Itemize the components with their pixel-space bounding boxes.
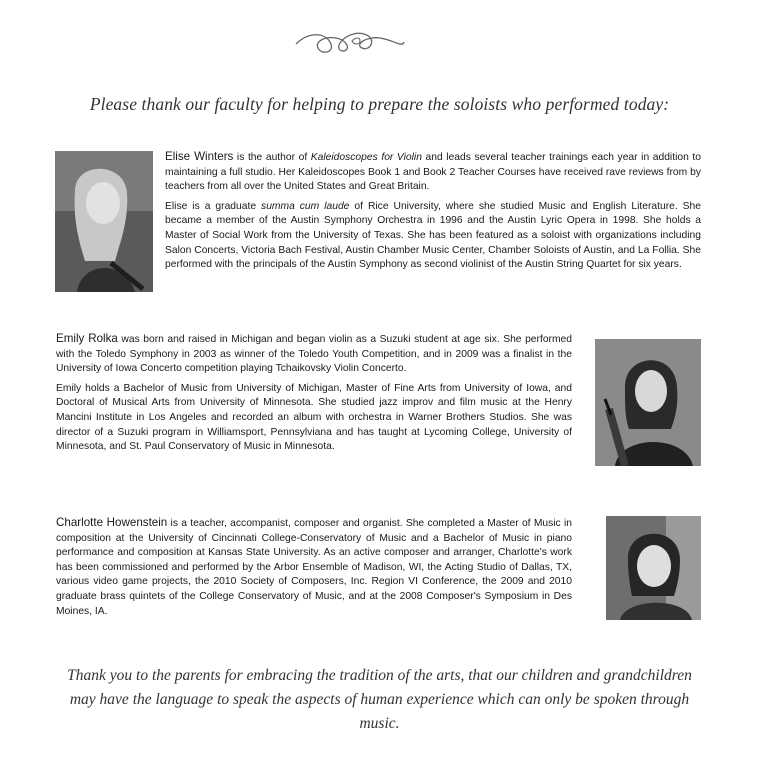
bio-paragraph: Emily Rolka was born and raised in Michigan and began violin as a Suzuki student at age six. She performed with the Toledo Symphony in 2003 as winner of the Toledo Youth Competition, and in 2009 was a finalist in the University of Iowa Concerto competition playing Tchaikovsky Violin Concerto. — [56, 332, 573, 375]
bio-paragraph: Elise Winters is the author of Kaleidoscopes for Violin and leads several teacher trainings each year in addition to maintaining a full studio. Her Kaleidoscopes Book 1 and Book 2 Teacher Courses have received rave reviews from by teachers from all over the United States and Great Britain. — [165, 150, 701, 193]
bio-paragraph: Charlotte Howenstein is a teacher, accompanist, composer and organist. She completed a Master of Music in composition at the University of Cincinnati College-Conservatory of Music and a Bachelor of Music in piano performance and composition at Kansas State University. As an active composer and arranger, Charlotte's work has been commissioned and performed by the Arbor Ensemble of Madison, WI, the Acting Studio of Dallas, TX, various video game projects, the 2010 Society of Composers, Inc. Region VI Conference, the 2009 and 2010 graduate brass quintets of the College Conservatory of Music, and at the 2008 Composer's Symposium in Des Moines, IA. — [56, 516, 572, 617]
faculty-name: Emily Rolka — [56, 332, 118, 345]
bio-emily-rolka — [56, 332, 572, 460]
closing-message: Thank you to the parents for embracing the tradition of the arts, that our children and grandchildren may have the language to speak the aspects of human experience which can only be spoken through music. — [67, 667, 692, 732]
charlotte-howenstein-photo — [606, 516, 701, 620]
bio-elise-winters — [165, 150, 701, 278]
decorative-flourish — [290, 24, 410, 58]
elise-winters-photo — [55, 151, 153, 292]
book-title: Kaleidoscopes for Violin — [310, 152, 422, 163]
bio-charlotte-howenstein — [56, 516, 572, 624]
faculty-thanks-heading: Please thank our faculty for helping to prepare the soloists who performed today: — [89, 94, 670, 114]
emily-rolka-photo — [595, 339, 701, 466]
faculty-name: Charlotte Howenstein — [56, 516, 168, 529]
bio-paragraph: Emily holds a Bachelor of Music from University of Michigan, Master of Fine Arts from University of Iowa, and Doctoral of Musical Arts from University of Minnesota. She studied jazz improv and film music at the Henry Mancini Institute in Los Angeles and recorded an album with orchestra in Warner Brothers Studios. She was director of a Suzuki program in Williamsport, Pennsylviana and has taught at Lycoming College, University of Minnesota, and St. Paul Conservatory of Music in Minnesota. — [56, 382, 572, 453]
bio-paragraph: Elise is a graduate summa cum laude of Rice University, where she studied Music and English Literature. She became a member of the Austin Symphony Orchestra in 1996 and the Austin Lyric Opera in 1998. She holds a Master of Social Work from the University of Texas. She has been featured as a soloist with organizations including Salon Concerts, Victoria Bach Festival, Austin Chamber Music Center, Chamber Soloists of Austin, and La Follia. She performed with the principals of the Austin Symphony as second violinist of the Austin String Quartet for six years. — [165, 200, 702, 271]
faculty-name: Elise Winters — [165, 150, 234, 163]
honor-text: summa cum laude — [261, 200, 350, 212]
